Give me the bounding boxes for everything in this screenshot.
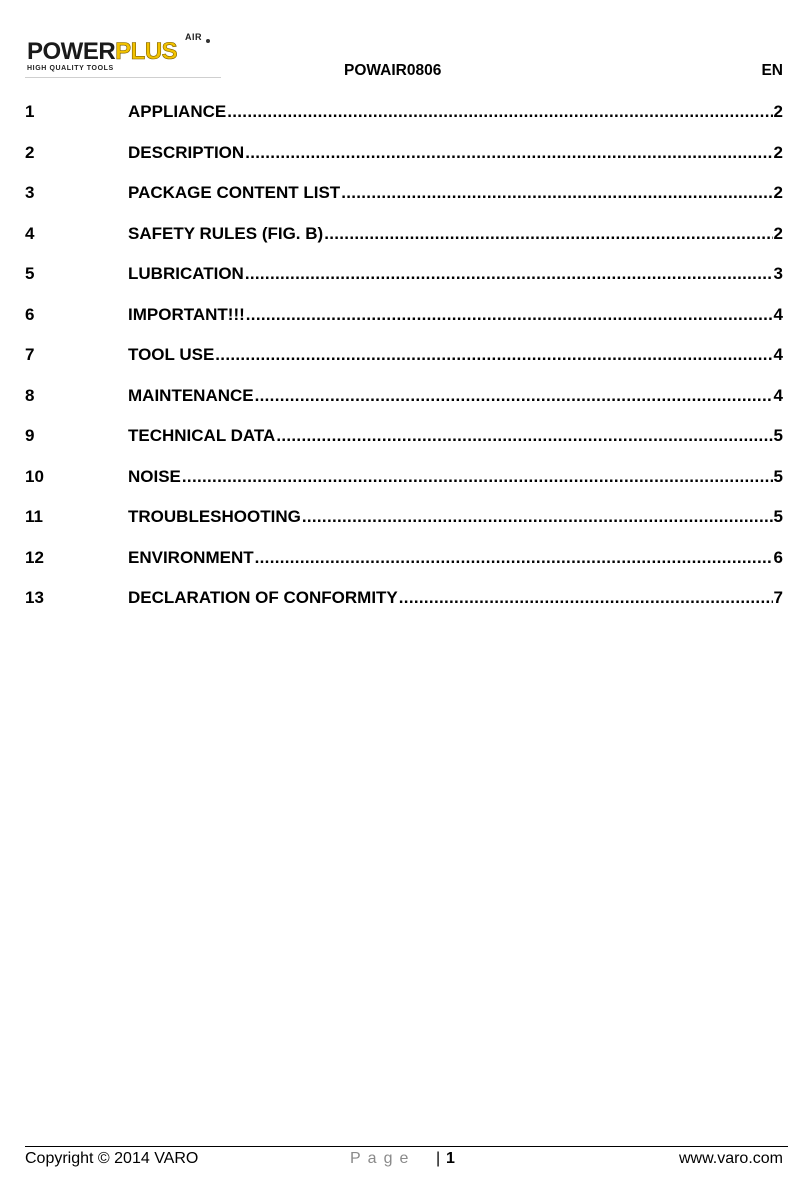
toc-dot-leader [276, 425, 772, 447]
toc-entry[interactable] [25, 182, 783, 223]
toc-entry-page: 5 [773, 426, 783, 445]
toc-entry[interactable] [25, 385, 783, 426]
toc-entry-body [128, 425, 783, 447]
toc-entry[interactable] [25, 587, 783, 628]
toc-entry-page: 4 [773, 345, 783, 364]
toc-entry-number: 4 [25, 223, 35, 243]
toc-entry-body [128, 587, 783, 609]
table-of-contents [25, 101, 783, 628]
toc-entry-body [128, 223, 783, 245]
website-link[interactable]: www.varo.com [678, 1150, 783, 1167]
toc-dot-leader [227, 101, 772, 123]
toc-entry-number: 13 [25, 588, 44, 607]
model-number: POWAIR0806 [344, 62, 442, 79]
toc-entry-title: IMPORTANT!!! [128, 304, 245, 324]
footer-divider [25, 1146, 788, 1147]
toc-dot-leader [324, 223, 772, 245]
powerplus-logo [25, 28, 221, 78]
toc-entry-page: 2 [773, 183, 783, 202]
toc-entry-body [128, 304, 783, 326]
toc-entry-body [128, 101, 783, 123]
toc-entry-number: 6 [25, 304, 35, 324]
toc-entry-page: 5 [773, 507, 783, 526]
toc-entry-page: 5 [773, 466, 783, 486]
toc-entry[interactable] [25, 466, 783, 507]
logo-air-text: AIR [185, 32, 202, 42]
toc-dot-leader [302, 506, 773, 528]
toc-entry-page: 7 [773, 588, 783, 607]
toc-dot-leader [245, 263, 773, 285]
toc-entry-number: 8 [25, 385, 35, 405]
toc-entry-body [128, 547, 783, 569]
toc-entry-title: TOOL USE [128, 345, 215, 364]
toc-entry-page: 4 [773, 385, 783, 405]
page-separator: | [436, 1150, 441, 1167]
toc-entry-number: 1 [25, 102, 35, 121]
toc-entry[interactable] [25, 506, 783, 547]
toc-entry-title: LUBRICATION [128, 264, 244, 283]
page-header [25, 28, 783, 80]
logo-tagline: HIGH QUALITY TOOLS [27, 65, 114, 72]
copyright-text: Copyright © 2014 VARO [25, 1150, 199, 1167]
toc-entry-body [128, 142, 783, 164]
toc-dot-leader [399, 587, 773, 609]
toc-dot-leader [255, 547, 773, 569]
toc-entry[interactable] [25, 263, 783, 304]
toc-entry[interactable] [25, 223, 783, 264]
toc-entry-body [128, 506, 783, 528]
toc-entry-number: 9 [25, 426, 35, 445]
toc-entry[interactable] [25, 101, 783, 142]
toc-entry-number: 2 [25, 142, 35, 162]
toc-entry[interactable] [25, 304, 783, 345]
toc-dot-leader [255, 385, 773, 407]
toc-entry-page: 6 [773, 547, 783, 567]
toc-entry-title: DESCRIPTION [128, 142, 245, 162]
toc-entry-number: 3 [25, 183, 35, 202]
toc-entry-title: TECHNICAL DATA [128, 426, 276, 445]
toc-dot-leader [246, 304, 773, 326]
toc-entry-title: SAFETY RULES (FIG. B) [128, 223, 324, 243]
page-number: 1 [446, 1150, 455, 1167]
toc-entry-title: DECLARATION OF CONFORMITY [128, 588, 398, 607]
toc-dot-leader [215, 344, 772, 366]
toc-entry-number: 10 [25, 466, 44, 486]
logo-power-text: POWER [27, 38, 116, 65]
logo-wordmark [27, 40, 177, 64]
toc-entry-body [128, 263, 783, 285]
toc-entry-number: 7 [25, 345, 35, 364]
toc-entry-page: 2 [773, 102, 783, 121]
toc-entry-page: 4 [773, 304, 783, 324]
toc-entry-title: APPLIANCE [128, 102, 227, 121]
toc-entry-title: TROUBLESHOOTING [128, 507, 301, 526]
toc-entry-number: 12 [25, 547, 44, 567]
toc-entry-number: 11 [25, 507, 43, 526]
toc-entry-page: 2 [773, 223, 783, 243]
toc-entry[interactable] [25, 344, 783, 385]
toc-entry-number: 5 [25, 264, 35, 283]
toc-entry-title: ENVIRONMENT [128, 547, 254, 567]
logo-plus-text: PLUS [115, 38, 178, 65]
toc-entry[interactable] [25, 547, 783, 588]
toc-entry-title: NOISE [128, 466, 181, 486]
toc-entry-body [128, 466, 783, 488]
toc-entry-body [128, 385, 783, 407]
toc-dot-leader [182, 466, 773, 488]
toc-entry-page: 2 [773, 142, 783, 162]
toc-entry-title: PACKAGE CONTENT LIST [128, 183, 341, 202]
logo-underline [25, 77, 221, 78]
toc-dot-leader [341, 182, 772, 204]
toc-entry-page: 3 [773, 264, 783, 283]
page-footer [25, 1150, 783, 1172]
page-label: Page [350, 1150, 416, 1167]
logo-dot-icon [206, 39, 210, 43]
toc-dot-leader [245, 142, 772, 164]
toc-entry-body [128, 182, 783, 204]
toc-entry[interactable] [25, 142, 783, 183]
language-code: EN [761, 62, 783, 79]
toc-entry[interactable] [25, 425, 783, 466]
toc-entry-body [128, 344, 783, 366]
toc-entry-title: MAINTENANCE [128, 385, 254, 405]
